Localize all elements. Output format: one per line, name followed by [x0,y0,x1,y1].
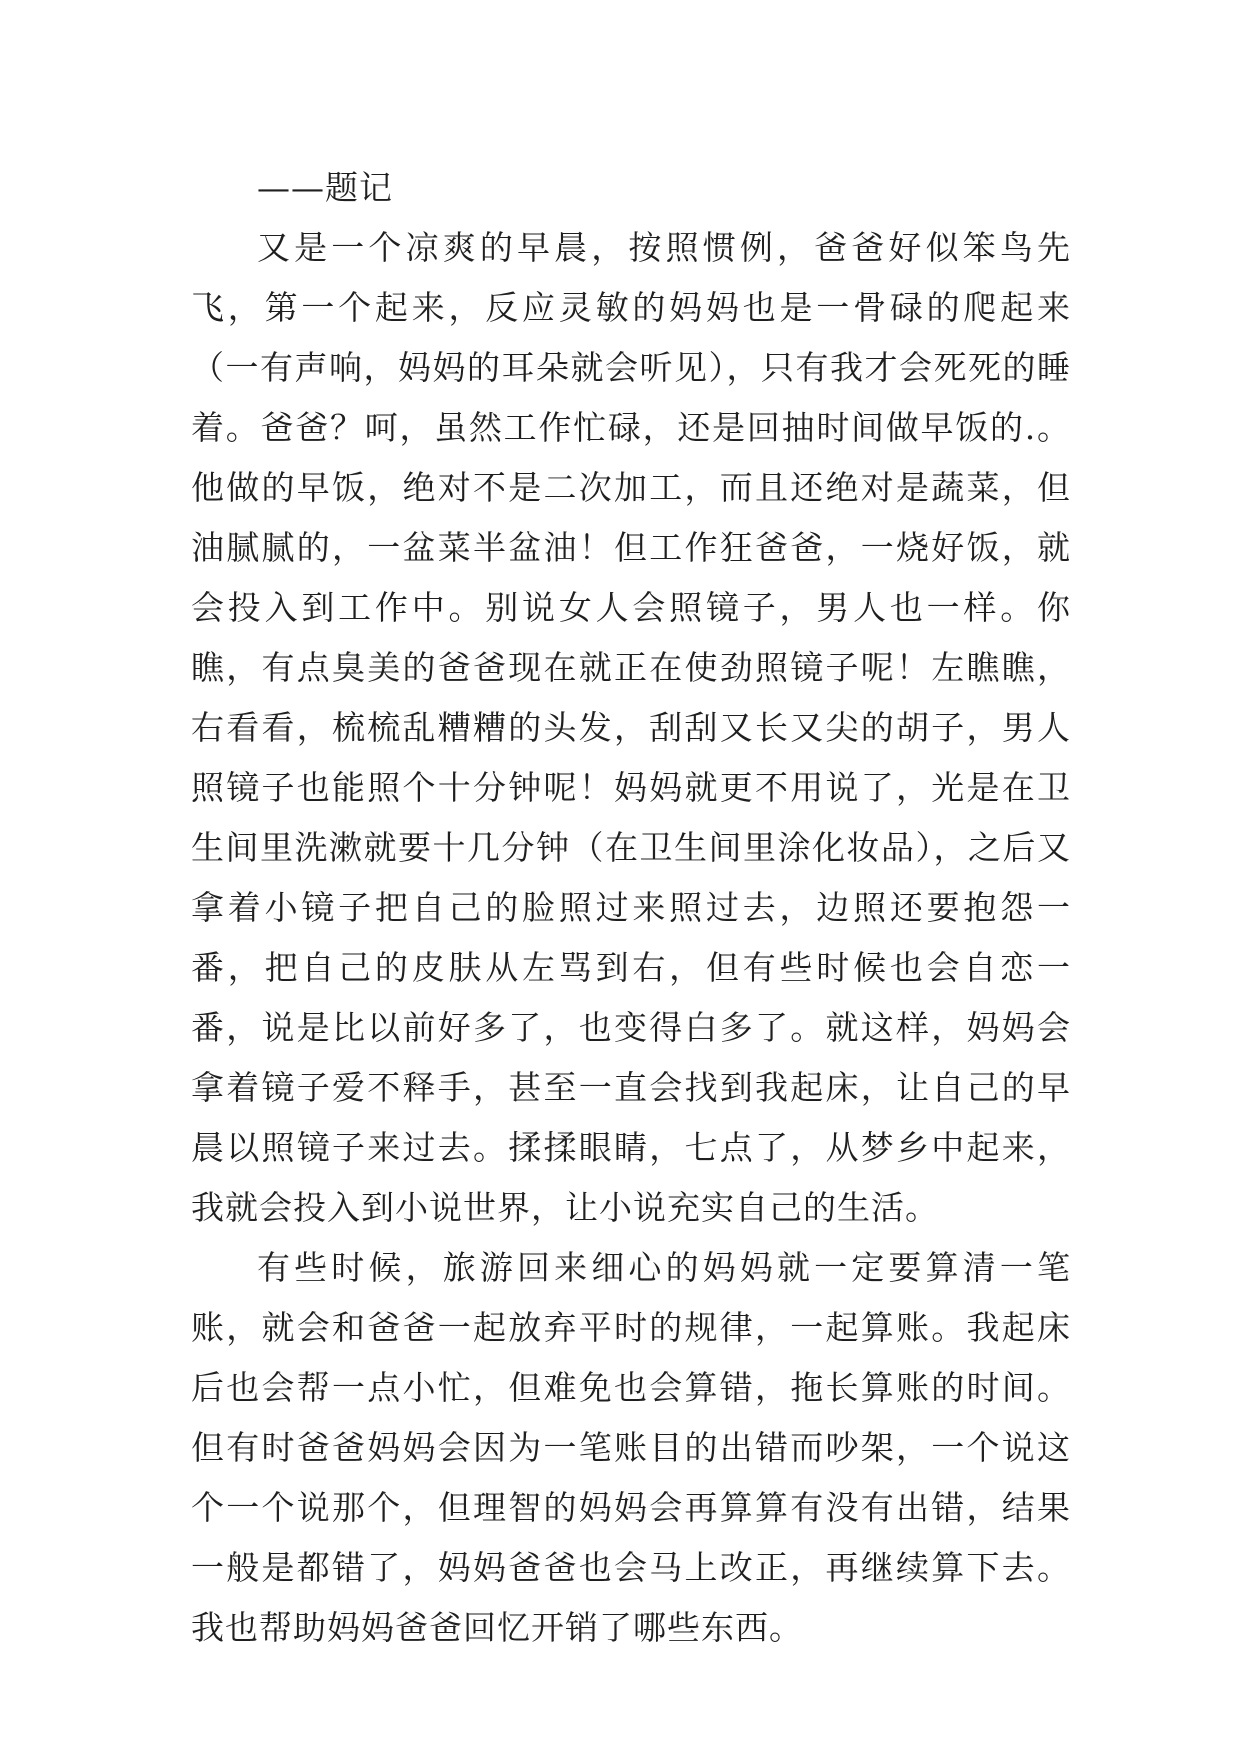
epigraph: ——题记 [257,168,393,207]
document-body [191,158,1071,1658]
paragraph-morning: 又是一个凉爽的早晨，按照惯例，爸爸好似笨鸟先飞，第一个起来，反应灵敏的妈妈也是一骨碌的爬起来（一有声响，妈妈的耳朵就会听见），只有我才会死死的睡着。爸爸？呵，虽然工作忙碌，还是回抽时间做早饭的.。他做的早饭，绝对不是二次加工，而且还绝对是蔬菜，但油腻腻的，一盆菜半盆油！但工作狂爸爸，一烧好饭，就会投入到工作中。别说女人会照镜子，男人也一样。你瞧，有点臭美的爸爸现在就正在使劲照镜子呢！左瞧瞧，右看看，梳梳乱糟糟的头发，刮刮又长又尖的胡子，男人照镜子也能照个十分钟呢！妈妈就更不用说了，光是在卫生间里洗漱就要十几分钟（在卫生间里涂化妆品），之后又拿着小镜子把自己的脸照过来照过去，边照还要抱怨一番，把自己的皮肤从左骂到右，但有些时候也会自恋一番，说是比以前好多了，也变得白多了。就这样，妈妈会拿着镜子爱不释手，甚至一直会找到我起床，让自己的早晨以照镜子来过去。揉揉眼睛，七点了，从梦乡中起来，我就会投入到小说世界，让小说充实自己的生活。 [191,228,1071,1227]
paragraph-accounting: 有些时候，旅游回来细心的妈妈就一定要算清一笔账，就会和爸爸一起放弃平时的规律，一起算账。我起床后也会帮一点小忙，但难免也会算错，拖长算账的时间。但有时爸爸妈妈会因为一笔账目的出错而吵架，一个说这个一个说那个，但理智的妈妈会再算算有没有出错，结果一般是都错了，妈妈爸爸也会马上改正，再继续算下去。我也帮助妈妈爸爸回忆开销了哪些东西。 [191,1248,1071,1647]
